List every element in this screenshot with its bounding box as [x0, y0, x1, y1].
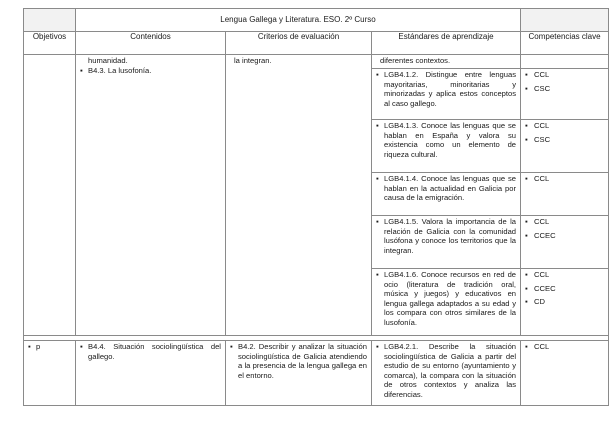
curriculum-table	[23, 8, 609, 406]
estandar-text: LGB4.1.5. Valora la importancia de la relación de Galicia con la comunidad lusófona y conoce los territorios que la integran.	[384, 217, 517, 255]
list-item	[525, 121, 604, 131]
title-left-gap	[24, 9, 76, 32]
title-row	[24, 9, 609, 32]
objetivos-cell	[24, 341, 76, 406]
competencias-cell	[521, 120, 609, 173]
competencia-code: CCL	[534, 70, 550, 79]
bullet-icon: ▪	[376, 70, 379, 79]
bullet-icon: ▪	[376, 121, 379, 130]
competencia-code: CSC	[534, 134, 551, 144]
contenidos-continuation: humanidad.	[88, 56, 128, 65]
bullet-icon: ▪	[230, 342, 233, 351]
competencia-code: CCL	[534, 121, 550, 130]
bullet-icon: ▪	[525, 217, 528, 226]
estandar-continuation-cell	[372, 55, 521, 69]
contenido-text: B4.4. Situación sociolingüística del gallego.	[88, 342, 221, 361]
bullet-icon: ▪	[525, 283, 528, 293]
estandar-text: LGB4.1.2. Distingue entre lenguas mayoritarias, minoritarias y minorizadas y aplica estos conceptos al caso gallego.	[384, 70, 517, 108]
estandar-text: LGB4.2.1. Describe la situación sociolingüística de Galicia a partir del estudio de su entorno (ayuntamiento y comarca), la compara con la situación de otros contextos y analiza las diferencias.	[384, 342, 517, 399]
bullet-icon: ▪	[525, 297, 528, 307]
criterios-cell	[226, 55, 372, 336]
bullet-icon: ▪	[376, 270, 379, 279]
estandar-text: LGB4.1.6. Conoce recursos en red de ocio (literatura de tradición oral, música y juegos) y educativos en lengua gallega adaptados a su edad y los compara con otros similares de la lusofonía.	[384, 270, 517, 327]
list-item	[525, 297, 604, 307]
bullet-icon: ▪	[28, 342, 31, 351]
bullet-icon: ▪	[376, 174, 379, 183]
list-item	[80, 66, 221, 76]
bullet-icon: ▪	[525, 134, 528, 144]
header-estandares: Estándares de aprendizaje	[372, 32, 521, 55]
table-row	[24, 341, 609, 406]
competencia-code: CCL	[534, 217, 550, 226]
competencias-cell	[521, 69, 609, 120]
header-contenidos: Contenidos	[76, 32, 226, 55]
competencias-continuation-cell	[521, 55, 609, 69]
list-item	[525, 135, 604, 145]
criterios-continuation: la integran.	[234, 56, 272, 65]
header-competencias: Competencias clave	[521, 32, 609, 55]
estandar-text: LGB4.1.3. Conoce las lenguas que se hablan en España y valora su existencia como un elemento de riqueza cultural.	[384, 121, 517, 159]
estandar-cell	[372, 269, 521, 336]
bullet-icon: ▪	[525, 83, 528, 93]
estandar-cell	[372, 173, 521, 216]
competencia-code: CCL	[534, 342, 550, 351]
competencias-cell	[521, 173, 609, 216]
competencia-code: CCEC	[534, 230, 556, 240]
bullet-icon: ▪	[80, 342, 83, 351]
estandares-continuation: diferentes contextos.	[380, 56, 451, 65]
estandar-text: LGB4.1.4. Conoce las lenguas que se hablan en la actualidad en Galicia por causa de la emigración.	[384, 174, 517, 203]
estandar-cell	[372, 216, 521, 269]
competencia-code: CCL	[534, 270, 550, 279]
list-item	[525, 174, 604, 184]
header-objetivos: Objetivos	[24, 32, 76, 55]
list-item	[525, 70, 604, 80]
bullet-icon: ▪	[525, 70, 528, 79]
objetivo-code: p	[36, 342, 41, 351]
bullet-icon: ▪	[525, 342, 528, 351]
criterios-cell	[226, 341, 372, 406]
bullet-icon: ▪	[525, 174, 528, 183]
contenidos-cell	[76, 341, 226, 406]
contenidos-cell	[76, 55, 226, 336]
estandar-cell	[372, 69, 521, 120]
bullet-icon: ▪	[525, 270, 528, 279]
competencia-code: CCEC	[534, 283, 556, 293]
list-item	[525, 342, 604, 352]
header-row	[24, 32, 609, 55]
bullet-icon: ▪	[376, 217, 379, 226]
bullet-icon: ▪	[80, 65, 83, 75]
competencias-cell	[521, 269, 609, 336]
list-item	[525, 84, 604, 94]
header-criterios: Criterios de evaluación	[226, 32, 372, 55]
competencia-code: CSC	[534, 83, 551, 93]
bullet-icon: ▪	[525, 121, 528, 130]
bullet-icon: ▪	[525, 230, 528, 240]
competencia-code: CCL	[534, 174, 550, 183]
bullet-icon: ▪	[376, 342, 379, 351]
list-item	[525, 231, 604, 241]
table-row	[24, 55, 609, 69]
criterio-text: B4.2. Describir y analizar la situación sociolingüística de Galicia atendiendo a la presencia de la lengua gallega en el entorno.	[238, 342, 367, 380]
estandar-cell	[372, 120, 521, 173]
list-item	[525, 270, 604, 280]
objetivos-cell	[24, 55, 76, 336]
list-item	[525, 284, 604, 294]
competencias-cell	[521, 216, 609, 269]
contenido-b43: B4.3. La lusofonía.	[88, 65, 152, 75]
list-item	[525, 217, 604, 227]
competencia-code: CD	[534, 297, 545, 307]
table-title: Lengua Gallega y Literatura. ESO. 2º Curso	[76, 9, 521, 32]
title-right-gap	[521, 9, 609, 32]
estandar-cell	[372, 341, 521, 406]
competencias-cell	[521, 341, 609, 406]
